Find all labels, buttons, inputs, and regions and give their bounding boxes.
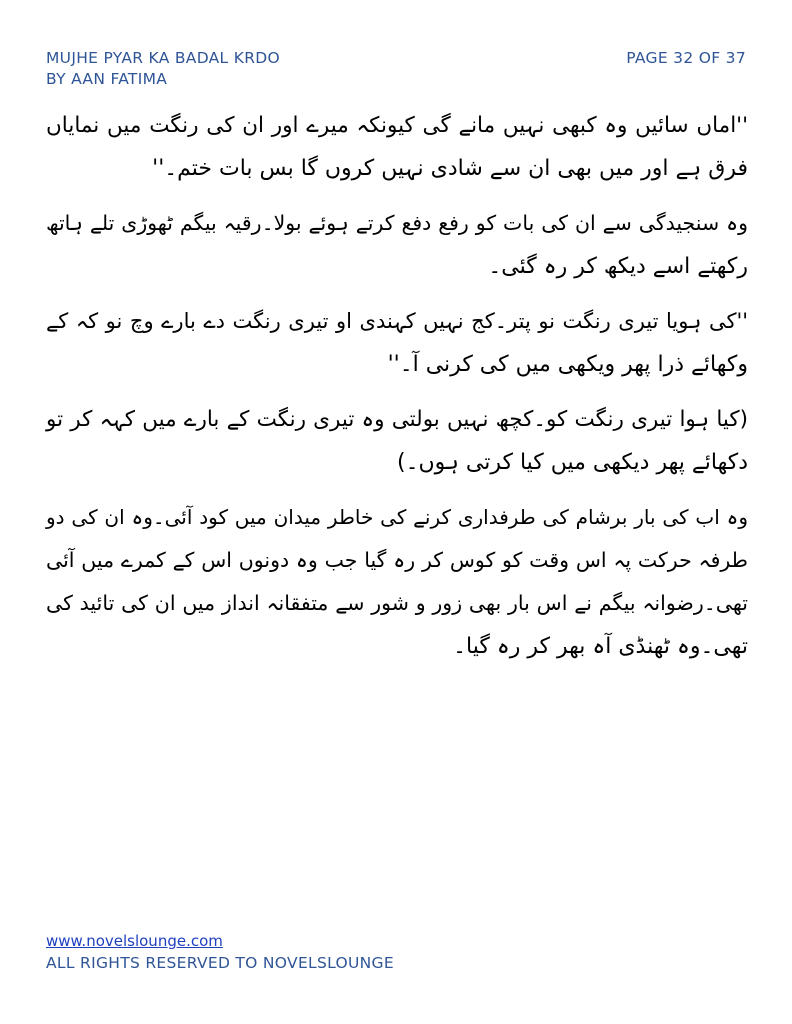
text-line: ''اماں سائیں وہ کبھی نہیں مانے گی کیونکہ میرے اور ان کی رنگت میں نمایاں [46, 113, 748, 138]
text-line: (کیا ہوا تیری رنگت کو۔کچھ نہیں بولتی وہ تیری رنگت کے بارے میں کہہ کر تو [46, 407, 748, 432]
paragraph [46, 496, 748, 668]
text-line: ''کی ہویا تیری رنگت نو پتر۔کج نہیں کہندی او تیری رنگت دے بارے وچ نو کہ کے [46, 309, 748, 333]
text-line: طرفہ حرکت پہ اس وقت کو کوس کر رہ گیا جب وہ دونوں اس کے کمرے میں آئی [46, 548, 748, 572]
paragraph [46, 104, 748, 190]
novel-title: MUJHE PYAR KA BADAL KRDO [46, 49, 280, 67]
page-number: PAGE 32 OF 37 [626, 49, 746, 67]
text-line: وہ سنجیدگی سے ان کی بات کو رفع دفع کرتے ہوئے بولا۔رقیہ بیگم ٹھوڑی تلے ہاتھ [46, 211, 748, 235]
text-line: فرق ہے اور میں بھی ان سے شادی نہیں کروں گا بس بات ختم۔'' [152, 156, 748, 181]
document-footer [46, 931, 394, 974]
paragraph [46, 300, 748, 386]
text-line: تھی۔رضوانہ بیگم نے اس بار بھی زور و شور سے متفقانہ انداز میں ان کی تائید کی [46, 591, 748, 615]
paragraph [46, 202, 748, 288]
document-header [46, 48, 280, 90]
text-line: دکھائے پھر دیکھی میں کیا کرتی ہوں۔) [397, 450, 748, 475]
website-link[interactable]: www.novelslounge.com [46, 932, 223, 950]
rights-notice: ALL RIGHTS RESERVED TO NOVELSLOUNGE [46, 954, 394, 972]
text-line: وکھائے ذرا پھر ویکھی میں کی کرنی آ۔'' [387, 352, 748, 377]
paragraph [46, 398, 748, 484]
author-name: BY AAN FATIMA [46, 70, 168, 88]
document-body [46, 104, 748, 668]
text-line: رکھتے اسے دیکھ کر رہ گئی۔ [488, 254, 748, 279]
text-line: تھی۔وہ ٹھنڈی آہ بھر کر رہ گیا۔ [453, 634, 748, 659]
text-line: وہ اب کی بار برشام کی طرفداری کرنے کی خاطر میدان میں کود آئی۔وہ ان کی دو [46, 505, 748, 529]
